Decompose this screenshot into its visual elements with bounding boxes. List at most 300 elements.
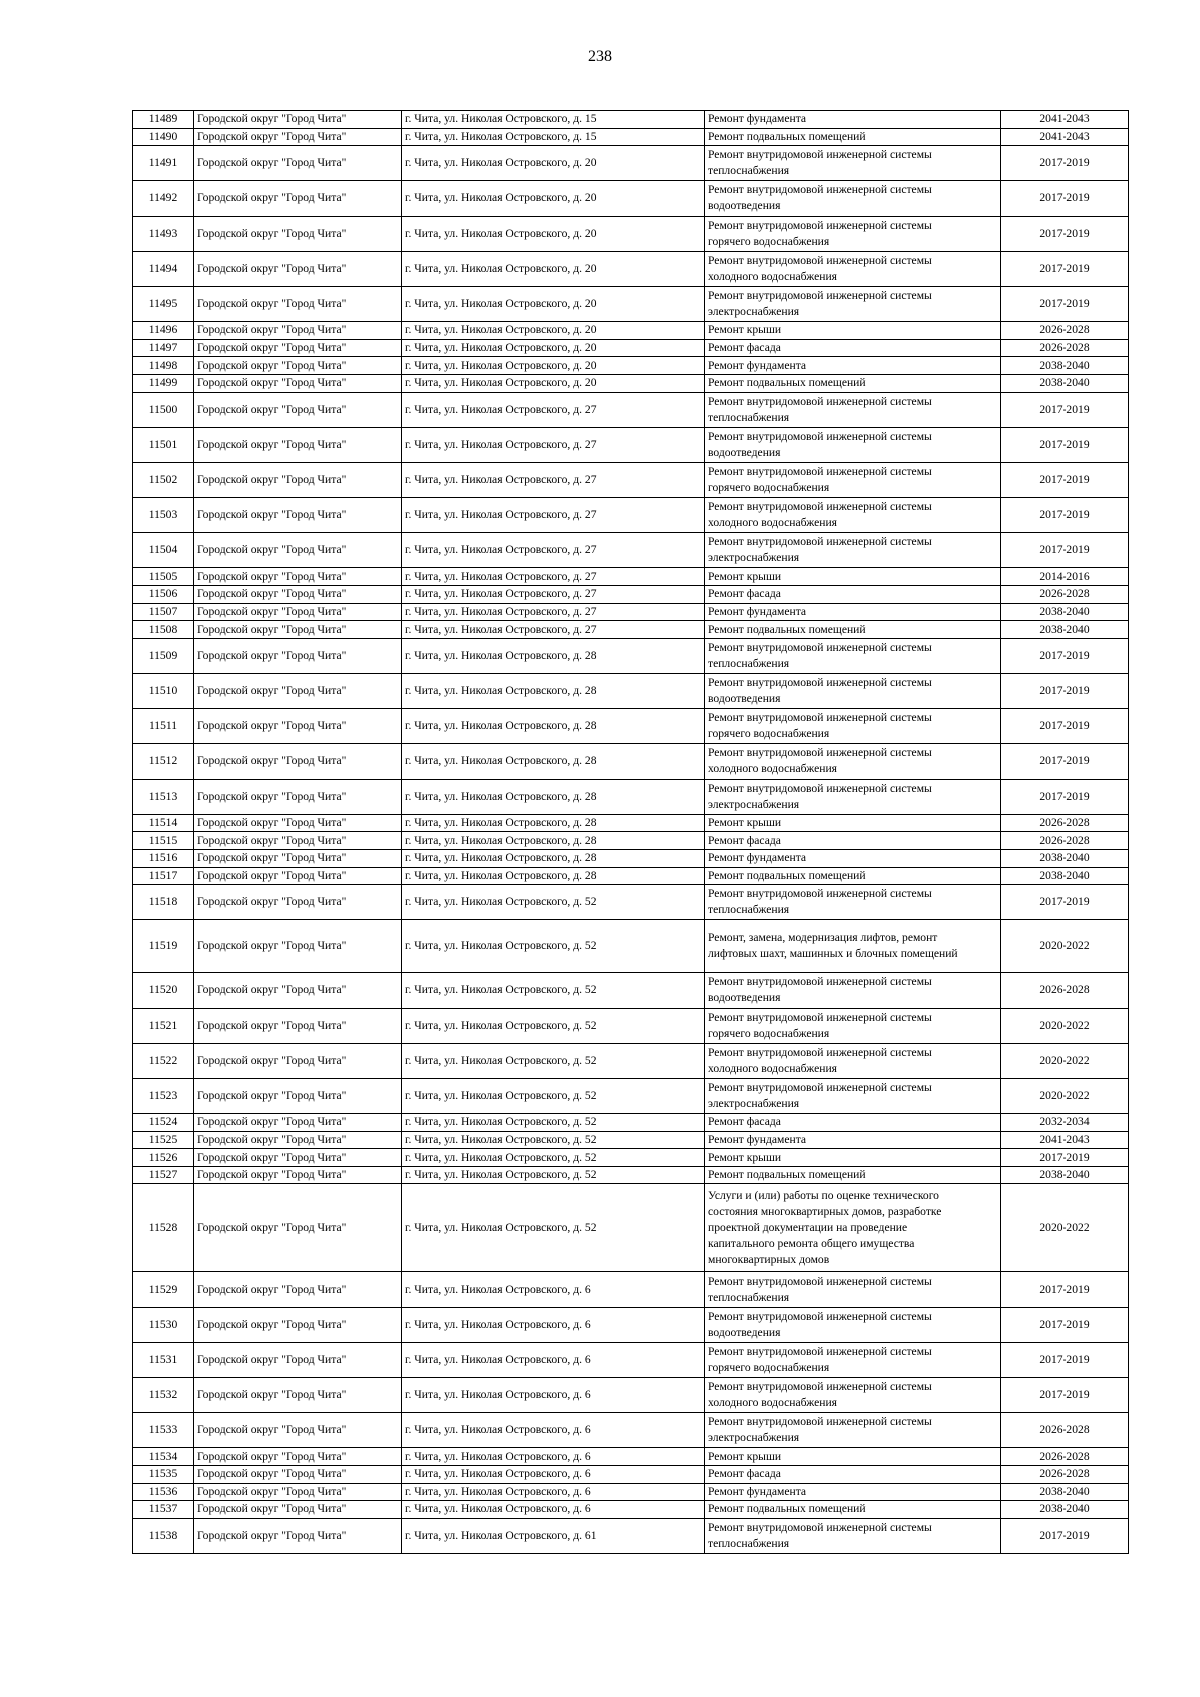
address-cell: г. Чита, ул. Николая Островского, д. 28 — [402, 832, 705, 850]
work-type-cell — [705, 286, 1001, 321]
municipality-cell: Городской округ "Город Чита" — [194, 849, 402, 867]
address-cell: г. Чита, ул. Николая Островского, д. 28 — [402, 709, 705, 744]
row-number: 11521 — [133, 1008, 194, 1043]
work-type-line: холодного водоснабжения — [708, 762, 838, 776]
row-number: 11509 — [133, 638, 194, 673]
row-number: 11495 — [133, 286, 194, 321]
work-type-line: проектной документации на проведение — [708, 1220, 908, 1234]
work-type-line: теплоснабжения — [708, 1536, 790, 1550]
work-type-line: горячего водоснабжения — [708, 727, 830, 741]
work-type-line: электроснабжения — [708, 1096, 800, 1110]
work-type-line: водоотведения — [708, 445, 781, 459]
period-cell: 2017-2019 — [1001, 1149, 1129, 1167]
work-type-line: Ремонт внутридомовой инженерной системы — [708, 500, 932, 514]
work-type-line: горячего водоснабжения — [708, 1026, 830, 1040]
row-number: 11511 — [133, 709, 194, 744]
municipality-cell: Городской округ "Город Чита" — [194, 1184, 402, 1272]
table-row — [133, 586, 1129, 604]
municipality-cell: Городской округ "Город Чита" — [194, 1342, 402, 1377]
table-row — [133, 1501, 1129, 1519]
work-type-cell — [705, 128, 1001, 146]
municipality-cell: Городской округ "Город Чита" — [194, 322, 402, 340]
period-cell: 2026-2028 — [1001, 1413, 1129, 1448]
work-type-cell — [705, 533, 1001, 568]
table-row — [133, 357, 1129, 375]
work-type-cell — [705, 1008, 1001, 1043]
period-cell: 2017-2019 — [1001, 1378, 1129, 1413]
address-cell: г. Чита, ул. Николая Островского, д. 6 — [402, 1483, 705, 1501]
work-type-line: теплоснабжения — [708, 656, 790, 670]
work-type-cell — [705, 1149, 1001, 1167]
work-type-line: Ремонт внутридомовой инженерной системы — [708, 535, 932, 549]
work-type-cell — [705, 1166, 1001, 1184]
address-cell: г. Чита, ул. Николая Островского, д. 20 — [402, 339, 705, 357]
work-type-line: Ремонт подвальных помещений — [708, 868, 866, 882]
address-cell: г. Чита, ул. Николая Островского, д. 20 — [402, 146, 705, 181]
row-number: 11508 — [133, 621, 194, 639]
work-type-cell — [705, 1184, 1001, 1272]
row-number: 11534 — [133, 1448, 194, 1466]
table-row — [133, 1114, 1129, 1132]
row-number: 11519 — [133, 920, 194, 973]
table-row — [133, 973, 1129, 1008]
work-type-line: Ремонт крыши — [708, 1449, 782, 1463]
table-row — [133, 251, 1129, 286]
work-type-cell — [705, 322, 1001, 340]
address-cell: г. Чита, ул. Николая Островского, д. 52 — [402, 1131, 705, 1149]
address-cell: г. Чита, ул. Николая Островского, д. 6 — [402, 1465, 705, 1483]
work-type-line: Ремонт фундамента — [708, 851, 807, 865]
municipality-cell: Городской округ "Город Чита" — [194, 1078, 402, 1113]
work-type-line: горячего водоснабжения — [708, 234, 830, 248]
municipality-cell: Городской округ "Город Чита" — [194, 1166, 402, 1184]
municipality-cell: Городской округ "Город Чита" — [194, 638, 402, 673]
municipality-cell: Городской округ "Город Чита" — [194, 216, 402, 251]
period-cell: 2038-2040 — [1001, 849, 1129, 867]
work-type-cell — [705, 744, 1001, 779]
work-type-line: Ремонт внутридомовой инженерной системы — [708, 640, 932, 654]
work-type-cell — [705, 867, 1001, 885]
work-type-line: Ремонт внутридомовой инженерной системы — [708, 218, 932, 232]
table-row — [133, 1518, 1129, 1553]
period-cell: 2026-2028 — [1001, 339, 1129, 357]
table-row — [133, 533, 1129, 568]
municipality-cell: Городской округ "Город Чита" — [194, 885, 402, 920]
row-number: 11525 — [133, 1131, 194, 1149]
work-type-line: теплоснабжения — [708, 410, 790, 424]
table-row — [133, 181, 1129, 216]
table-row — [133, 1131, 1129, 1149]
table-row — [133, 744, 1129, 779]
row-number: 11527 — [133, 1166, 194, 1184]
table-row — [133, 638, 1129, 673]
work-type-line: Ремонт подвальных помещений — [708, 1168, 866, 1182]
municipality-cell: Городской округ "Город Чита" — [194, 339, 402, 357]
work-type-cell — [705, 1131, 1001, 1149]
row-number: 11498 — [133, 357, 194, 375]
work-type-cell — [705, 709, 1001, 744]
address-cell: г. Чита, ул. Николая Островского, д. 28 — [402, 814, 705, 832]
address-cell: г. Чита, ул. Николая Островского, д. 27 — [402, 586, 705, 604]
address-cell: г. Чита, ул. Николая Островского, д. 27 — [402, 603, 705, 621]
municipality-cell: Городской округ "Город Чита" — [194, 1307, 402, 1342]
work-type-cell — [705, 973, 1001, 1008]
work-type-cell — [705, 849, 1001, 867]
work-type-cell — [705, 1518, 1001, 1553]
table-row — [133, 374, 1129, 392]
address-cell: г. Чита, ул. Николая Островского, д. 15 — [402, 128, 705, 146]
work-type-line: Ремонт фасада — [708, 341, 781, 355]
period-cell: 2026-2028 — [1001, 832, 1129, 850]
address-cell: г. Чита, ул. Николая Островского, д. 52 — [402, 1043, 705, 1078]
work-type-cell — [705, 920, 1001, 973]
row-number: 11532 — [133, 1378, 194, 1413]
municipality-cell: Городской округ "Город Чита" — [194, 814, 402, 832]
municipality-cell: Городской округ "Город Чита" — [194, 973, 402, 1008]
work-type-line: горячего водоснабжения — [708, 480, 830, 494]
address-cell: г. Чита, ул. Николая Островского, д. 20 — [402, 322, 705, 340]
table-row — [133, 920, 1129, 973]
work-type-line: Ремонт внутридомовой инженерной системы — [708, 464, 932, 478]
work-type-cell — [705, 586, 1001, 604]
row-number: 11530 — [133, 1307, 194, 1342]
work-type-line: горячего водоснабжения — [708, 1360, 830, 1374]
period-cell: 2020-2022 — [1001, 920, 1129, 973]
work-type-line: Ремонт внутридомовой инженерной системы — [708, 1080, 932, 1094]
municipality-cell: Городской округ "Город Чита" — [194, 357, 402, 375]
address-cell: г. Чита, ул. Николая Островского, д. 27 — [402, 427, 705, 462]
work-type-cell — [705, 1043, 1001, 1078]
work-type-line: Ремонт крыши — [708, 569, 782, 583]
period-cell: 2041-2043 — [1001, 1131, 1129, 1149]
work-type-cell — [705, 1448, 1001, 1466]
address-cell: г. Чита, ул. Николая Островского, д. 20 — [402, 357, 705, 375]
work-type-line: водоотведения — [708, 991, 781, 1005]
municipality-cell: Городской округ "Город Чита" — [194, 832, 402, 850]
row-number: 11512 — [133, 744, 194, 779]
address-cell: г. Чита, ул. Николая Островского, д. 15 — [402, 111, 705, 129]
work-type-cell — [705, 498, 1001, 533]
period-cell: 2017-2019 — [1001, 1518, 1129, 1553]
municipality-cell: Городской округ "Город Чита" — [194, 1043, 402, 1078]
address-cell: г. Чита, ул. Николая Островского, д. 27 — [402, 462, 705, 497]
row-number: 11499 — [133, 374, 194, 392]
work-type-line: Ремонт внутридомовой инженерной системы — [708, 1520, 932, 1534]
work-type-line: Ремонт подвальных помещений — [708, 622, 866, 636]
table-body — [133, 111, 1129, 1554]
row-number: 11510 — [133, 674, 194, 709]
work-type-cell — [705, 111, 1001, 129]
work-type-cell — [705, 779, 1001, 814]
address-cell: г. Чита, ул. Николая Островского, д. 20 — [402, 286, 705, 321]
period-cell: 2017-2019 — [1001, 392, 1129, 427]
period-cell: 2020-2022 — [1001, 1008, 1129, 1043]
work-type-line: водоотведения — [708, 1325, 781, 1339]
municipality-cell: Городской округ "Город Чита" — [194, 779, 402, 814]
row-number: 11502 — [133, 462, 194, 497]
table-row — [133, 286, 1129, 321]
row-number: 11526 — [133, 1149, 194, 1167]
work-type-line: Ремонт подвальных помещений — [708, 1502, 866, 1516]
row-number: 11536 — [133, 1483, 194, 1501]
municipality-cell: Городской округ "Город Чита" — [194, 621, 402, 639]
work-type-line: Ремонт крыши — [708, 323, 782, 337]
work-type-line: Ремонт внутридомовой инженерной системы — [708, 289, 932, 303]
work-type-line: электроснабжения — [708, 305, 800, 319]
address-cell: г. Чита, ул. Николая Островского, д. 28 — [402, 779, 705, 814]
municipality-cell: Городской округ "Город Чита" — [194, 709, 402, 744]
municipality-cell: Городской округ "Город Чита" — [194, 586, 402, 604]
period-cell: 2026-2028 — [1001, 1448, 1129, 1466]
table-row — [133, 867, 1129, 885]
address-cell: г. Чита, ул. Николая Островского, д. 6 — [402, 1307, 705, 1342]
period-cell: 2038-2040 — [1001, 357, 1129, 375]
work-type-line: электроснабжения — [708, 797, 800, 811]
work-type-line: Ремонт внутридомовой инженерной системы — [708, 1045, 932, 1059]
work-type-line: Ремонт фасада — [708, 833, 781, 847]
address-cell: г. Чита, ул. Николая Островского, д. 52 — [402, 1184, 705, 1272]
period-cell: 2026-2028 — [1001, 814, 1129, 832]
municipality-cell: Городской округ "Город Чита" — [194, 111, 402, 129]
period-cell: 2017-2019 — [1001, 638, 1129, 673]
period-cell: 2017-2019 — [1001, 251, 1129, 286]
period-cell: 2017-2019 — [1001, 674, 1129, 709]
address-cell: г. Чита, ул. Николая Островского, д. 27 — [402, 533, 705, 568]
work-type-line: Ремонт внутридомовой инженерной системы — [708, 1274, 932, 1288]
address-cell: г. Чита, ул. Николая Островского, д. 28 — [402, 849, 705, 867]
row-number: 11516 — [133, 849, 194, 867]
address-cell: г. Чита, ул. Николая Островского, д. 20 — [402, 181, 705, 216]
work-type-line: Ремонт внутридомовой инженерной системы — [708, 781, 932, 795]
period-cell: 2014-2016 — [1001, 568, 1129, 586]
municipality-cell: Городской округ "Город Чита" — [194, 568, 402, 586]
table-row — [133, 1166, 1129, 1184]
municipality-cell: Городской округ "Город Чита" — [194, 1008, 402, 1043]
row-number: 11489 — [133, 111, 194, 129]
table-row — [133, 339, 1129, 357]
work-type-cell — [705, 1483, 1001, 1501]
table-row — [133, 568, 1129, 586]
period-cell: 2038-2040 — [1001, 1483, 1129, 1501]
work-type-cell — [705, 427, 1001, 462]
period-cell: 2041-2043 — [1001, 111, 1129, 129]
row-number: 11524 — [133, 1114, 194, 1132]
work-type-line: Ремонт фундамента — [708, 358, 807, 372]
work-type-cell — [705, 1413, 1001, 1448]
row-number: 11514 — [133, 814, 194, 832]
municipality-cell: Городской округ "Город Чита" — [194, 1483, 402, 1501]
period-cell: 2017-2019 — [1001, 1342, 1129, 1377]
municipality-cell: Городской округ "Город Чита" — [194, 1501, 402, 1519]
address-cell: г. Чита, ул. Николая Островского, д. 20 — [402, 216, 705, 251]
row-number: 11522 — [133, 1043, 194, 1078]
work-type-line: Ремонт внутридомовой инженерной системы — [708, 1309, 932, 1323]
period-cell: 2017-2019 — [1001, 533, 1129, 568]
table-row — [133, 849, 1129, 867]
row-number: 11517 — [133, 867, 194, 885]
work-type-line: Ремонт фасада — [708, 1467, 781, 1481]
municipality-cell: Городской округ "Город Чита" — [194, 1131, 402, 1149]
row-number: 11490 — [133, 128, 194, 146]
work-type-cell — [705, 603, 1001, 621]
work-type-cell — [705, 146, 1001, 181]
row-number: 11507 — [133, 603, 194, 621]
work-type-cell — [705, 1272, 1001, 1307]
table-row — [133, 392, 1129, 427]
period-cell: 2020-2022 — [1001, 1078, 1129, 1113]
period-cell: 2038-2040 — [1001, 603, 1129, 621]
row-number: 11503 — [133, 498, 194, 533]
work-type-cell — [705, 1114, 1001, 1132]
row-number: 11531 — [133, 1342, 194, 1377]
work-type-line: Ремонт фасада — [708, 1115, 781, 1129]
municipality-cell: Городской округ "Город Чита" — [194, 1465, 402, 1483]
period-cell: 2026-2028 — [1001, 586, 1129, 604]
work-type-line: Услуги и (или) работы по оценке технического — [708, 1188, 939, 1202]
work-type-line: холодного водоснабжения — [708, 1396, 838, 1410]
work-type-line: холодного водоснабжения — [708, 516, 838, 530]
address-cell: г. Чита, ул. Николая Островского, д. 28 — [402, 867, 705, 885]
address-cell: г. Чита, ул. Николая Островского, д. 28 — [402, 744, 705, 779]
row-number: 11493 — [133, 216, 194, 251]
address-cell: г. Чита, ул. Николая Островского, д. 52 — [402, 1078, 705, 1113]
work-type-cell — [705, 832, 1001, 850]
address-cell: г. Чита, ул. Николая Островского, д. 52 — [402, 1008, 705, 1043]
period-cell: 2017-2019 — [1001, 709, 1129, 744]
work-type-line: Ремонт, замена, модернизация лифтов, ремонт — [708, 931, 938, 945]
period-cell: 2026-2028 — [1001, 322, 1129, 340]
work-type-line: Ремонт внутридомовой инженерной системы — [708, 1344, 932, 1358]
table-row — [133, 1378, 1129, 1413]
work-type-cell — [705, 357, 1001, 375]
work-type-line: Ремонт фундамента — [708, 1484, 807, 1498]
municipality-cell: Городской округ "Город Чита" — [194, 1149, 402, 1167]
table-row — [133, 603, 1129, 621]
table-row — [133, 621, 1129, 639]
address-cell: г. Чита, ул. Николая Островского, д. 6 — [402, 1413, 705, 1448]
period-cell: 2026-2028 — [1001, 1465, 1129, 1483]
table-row — [133, 1184, 1129, 1272]
row-number: 11513 — [133, 779, 194, 814]
work-type-line: водоотведения — [708, 199, 781, 213]
table-row — [133, 885, 1129, 920]
row-number: 11501 — [133, 427, 194, 462]
work-type-line: Ремонт фундамента — [708, 1132, 807, 1146]
period-cell: 2017-2019 — [1001, 462, 1129, 497]
work-type-cell — [705, 392, 1001, 427]
row-number: 11523 — [133, 1078, 194, 1113]
row-number: 11496 — [133, 322, 194, 340]
period-cell: 2017-2019 — [1001, 1307, 1129, 1342]
work-type-line: Ремонт внутридомовой инженерной системы — [708, 711, 932, 725]
work-type-line: холодного водоснабжения — [708, 269, 838, 283]
work-type-line: теплоснабжения — [708, 164, 790, 178]
work-type-line: Ремонт подвальных помещений — [708, 376, 866, 390]
work-type-line: Ремонт внутридомовой инженерной системы — [708, 975, 932, 989]
municipality-cell: Городской округ "Город Чита" — [194, 498, 402, 533]
municipality-cell: Городской округ "Город Чита" — [194, 427, 402, 462]
row-number: 11515 — [133, 832, 194, 850]
table-row — [133, 1483, 1129, 1501]
period-cell: 2017-2019 — [1001, 181, 1129, 216]
work-type-line: Ремонт внутридомовой инженерной системы — [708, 148, 932, 162]
municipality-cell: Городской округ "Город Чита" — [194, 128, 402, 146]
work-type-line: Ремонт крыши — [708, 1150, 782, 1164]
work-type-cell — [705, 885, 1001, 920]
address-cell: г. Чита, ул. Николая Островского, д. 61 — [402, 1518, 705, 1553]
table-row — [133, 146, 1129, 181]
table-row — [133, 1448, 1129, 1466]
work-type-cell — [705, 1378, 1001, 1413]
work-type-line: водоотведения — [708, 692, 781, 706]
municipality-cell: Городской округ "Город Чита" — [194, 867, 402, 885]
table-row — [133, 128, 1129, 146]
work-type-line: теплоснабжения — [708, 903, 790, 917]
work-type-line: Ремонт внутридомовой инженерной системы — [708, 429, 932, 443]
table-row — [133, 322, 1129, 340]
period-cell: 2038-2040 — [1001, 374, 1129, 392]
work-type-cell — [705, 462, 1001, 497]
repair-schedule-table — [132, 110, 1129, 1554]
table-row — [133, 832, 1129, 850]
work-type-cell — [705, 216, 1001, 251]
period-cell: 2041-2043 — [1001, 128, 1129, 146]
table-row — [133, 1043, 1129, 1078]
period-cell: 2038-2040 — [1001, 1501, 1129, 1519]
work-type-cell — [705, 568, 1001, 586]
address-cell: г. Чита, ул. Николая Островского, д. 52 — [402, 1114, 705, 1132]
address-cell: г. Чита, ул. Николая Островского, д. 6 — [402, 1501, 705, 1519]
work-type-cell — [705, 181, 1001, 216]
address-cell: г. Чита, ул. Николая Островского, д. 52 — [402, 885, 705, 920]
municipality-cell: Городской округ "Город Чита" — [194, 674, 402, 709]
row-number: 11497 — [133, 339, 194, 357]
row-number: 11535 — [133, 1465, 194, 1483]
table-row — [133, 1465, 1129, 1483]
row-number: 11492 — [133, 181, 194, 216]
work-type-line: состояния многоквартирных домов, разработке — [708, 1204, 942, 1218]
table-row — [133, 1008, 1129, 1043]
row-number: 11520 — [133, 973, 194, 1008]
table-row — [133, 427, 1129, 462]
work-type-line: Ремонт фасада — [708, 587, 781, 601]
municipality-cell: Городской округ "Город Чита" — [194, 146, 402, 181]
address-cell: г. Чита, ул. Николая Островского, д. 28 — [402, 638, 705, 673]
municipality-cell: Городской округ "Город Чита" — [194, 1272, 402, 1307]
work-type-cell — [705, 621, 1001, 639]
period-cell: 2017-2019 — [1001, 216, 1129, 251]
work-type-line: Ремонт внутридомовой инженерной системы — [708, 746, 932, 760]
address-cell: г. Чита, ул. Николая Островского, д. 52 — [402, 973, 705, 1008]
row-number: 11538 — [133, 1518, 194, 1553]
period-cell: 2017-2019 — [1001, 1272, 1129, 1307]
work-type-cell — [705, 1078, 1001, 1113]
table-row — [133, 498, 1129, 533]
address-cell: г. Чита, ул. Николая Островского, д. 6 — [402, 1448, 705, 1466]
row-number: 11491 — [133, 146, 194, 181]
work-type-line: лифтовых шахт, машинных и блочных помещений — [708, 947, 958, 961]
work-type-line: Ремонт фундамента — [708, 112, 807, 126]
period-cell: 2026-2028 — [1001, 973, 1129, 1008]
table-row — [133, 216, 1129, 251]
table-row — [133, 779, 1129, 814]
row-number: 11529 — [133, 1272, 194, 1307]
period-cell: 2020-2022 — [1001, 1184, 1129, 1272]
work-type-line: многоквартирных домов — [708, 1252, 830, 1266]
municipality-cell: Городской округ "Город Чита" — [194, 1518, 402, 1553]
work-type-cell — [705, 814, 1001, 832]
period-cell: 2017-2019 — [1001, 744, 1129, 779]
